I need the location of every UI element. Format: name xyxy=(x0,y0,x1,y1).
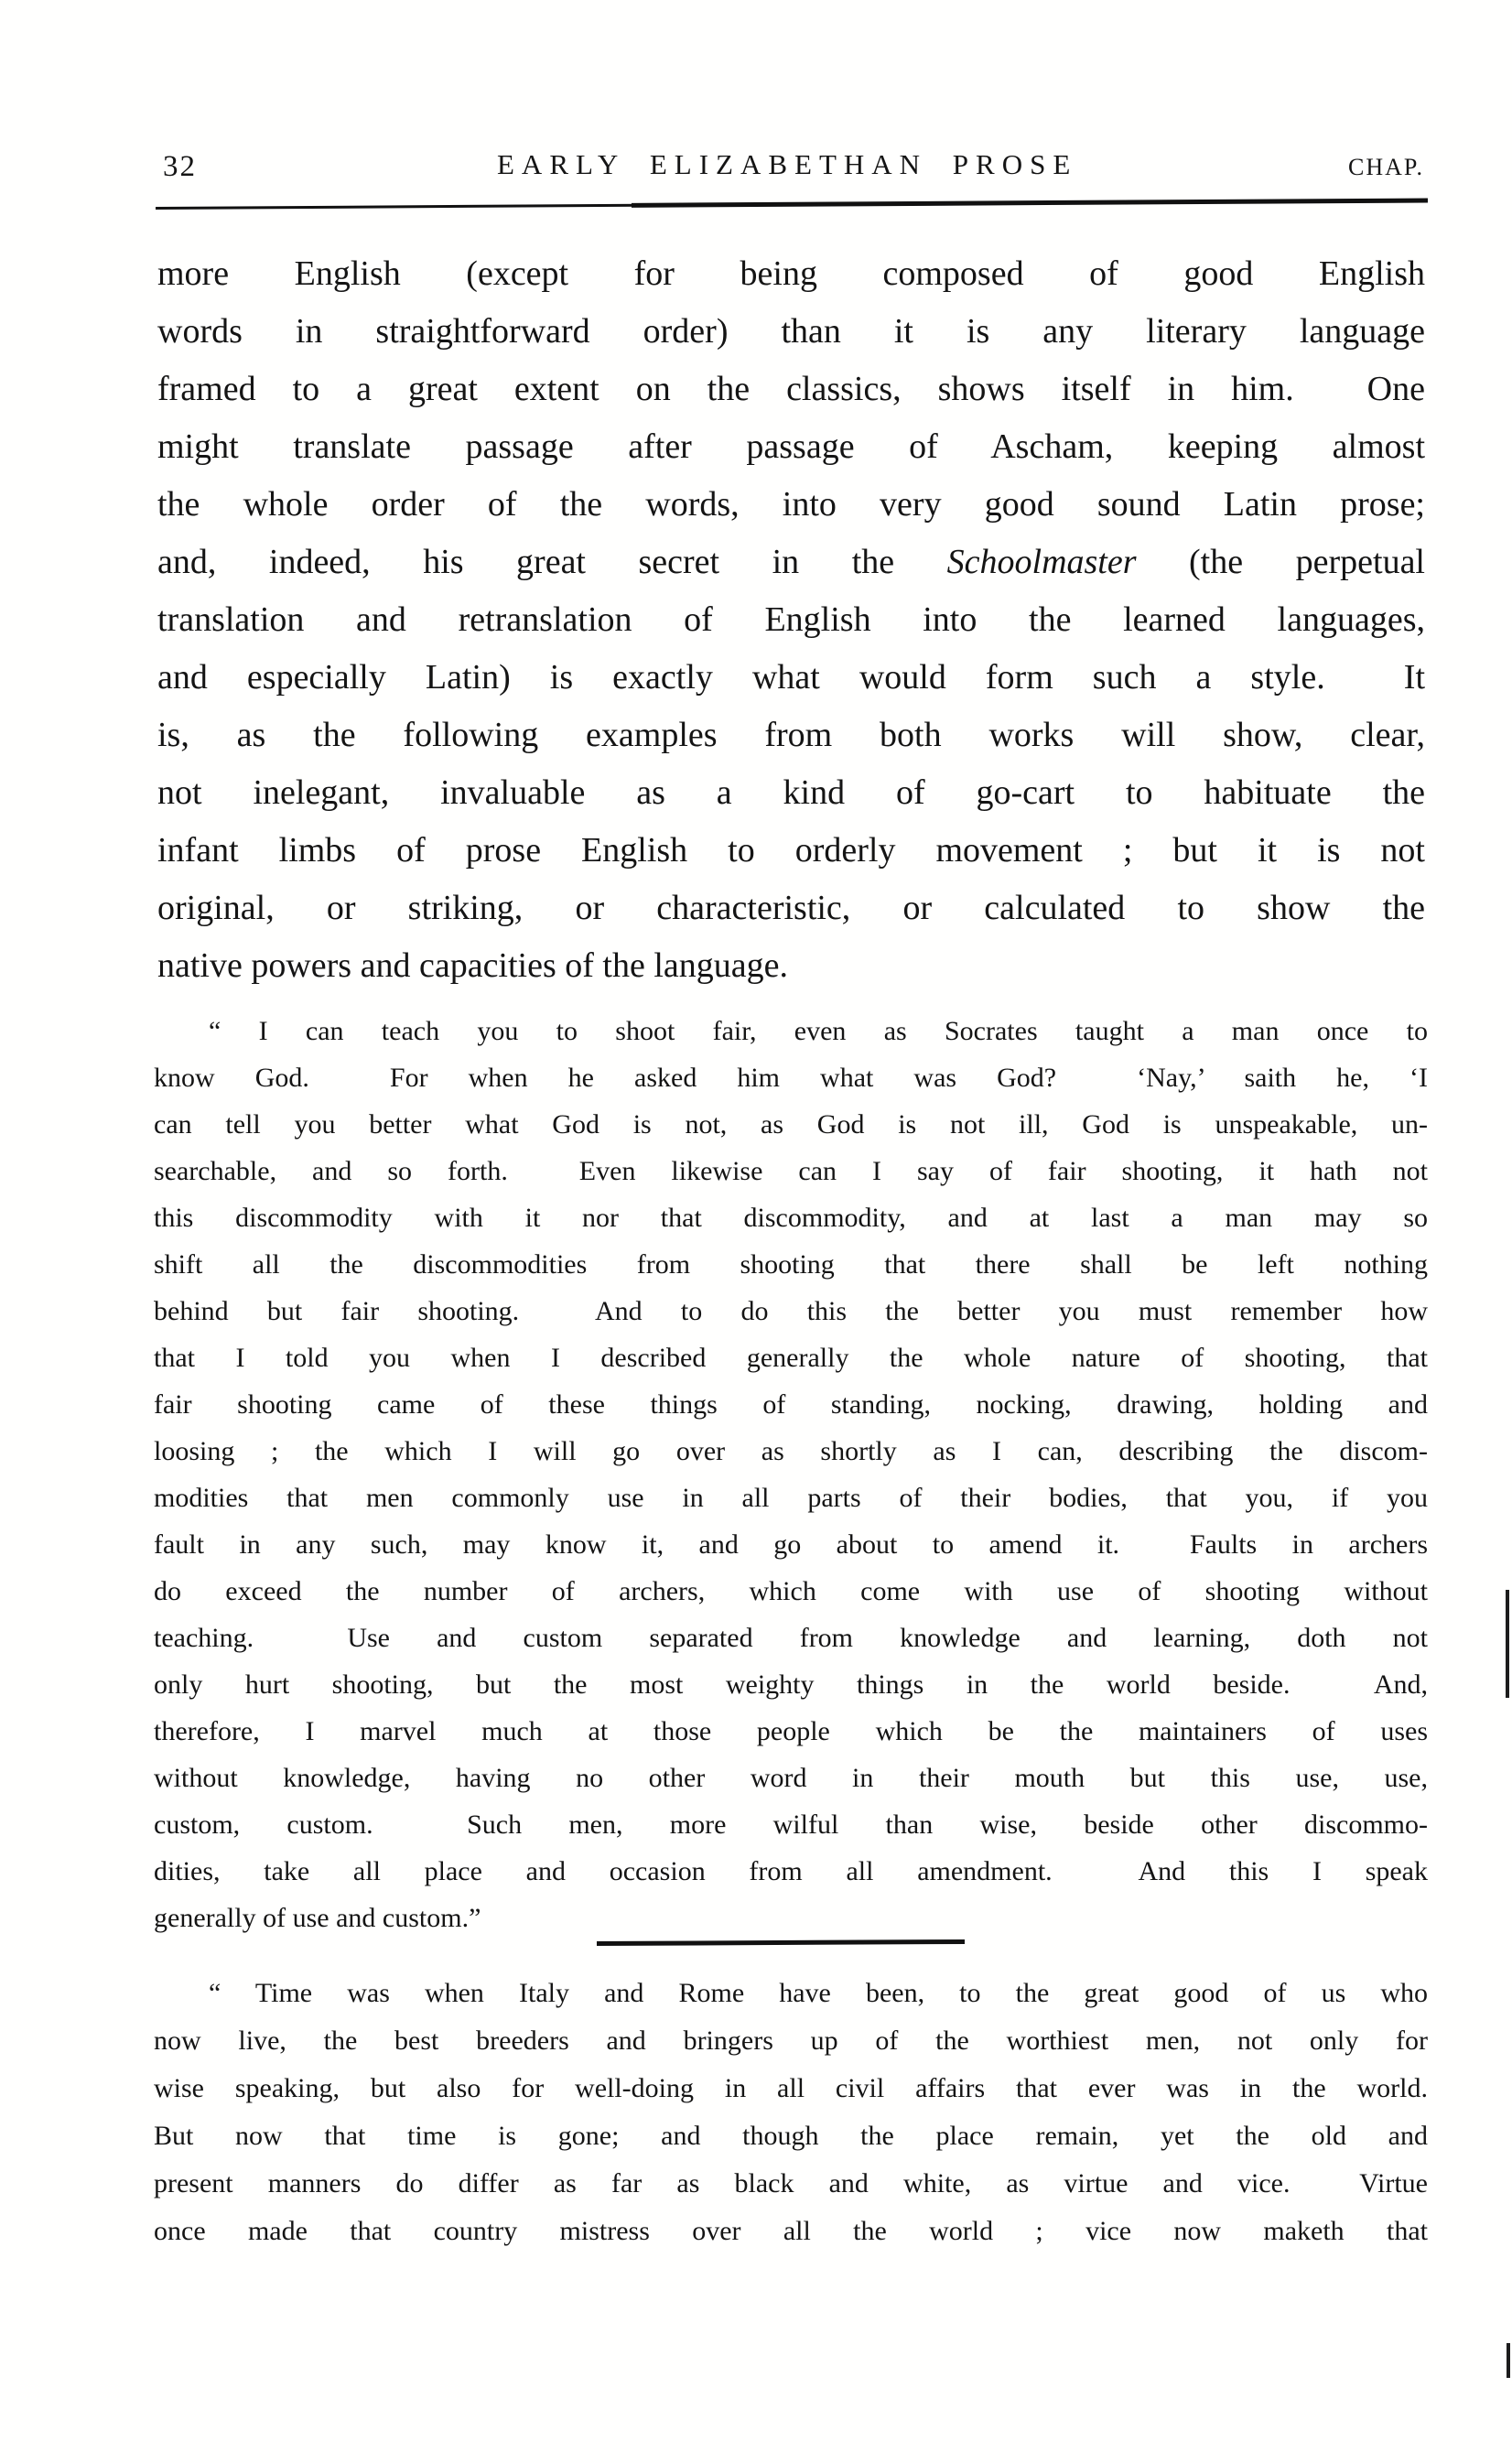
text-line: once made that country mistress over all the world ; vice now maketh that xyxy=(154,2216,1428,2246)
text-line: behind but fair shooting. And to do this the better you must remember how xyxy=(154,1296,1428,1326)
main-paragraph xyxy=(157,245,1425,995)
text-line: “ Time was when Italy and Rome have been, to the great good of us who xyxy=(209,1978,1428,2008)
text-line: therefore, I marvel much at those people which be the maintainers of uses xyxy=(154,1716,1428,1746)
header-rule xyxy=(156,200,1428,210)
text-line: more English (except for being composed of good English xyxy=(157,254,1425,293)
text-line: shift all the discommodities from shooting that there shall be left nothing xyxy=(154,1249,1428,1280)
quote-block-2 xyxy=(154,1970,1428,2255)
text-line: searchable, and so forth. Even likewise can I say of fair shooting, it hath not xyxy=(154,1156,1428,1186)
text-line: original, or striking, or characteristic, or calculated to show the xyxy=(157,889,1425,927)
text-line: modities that men commonly use in all parts of their bodies, that you, if you xyxy=(154,1483,1428,1513)
text-line: do exceed the number of archers, which come with use of shooting without xyxy=(154,1576,1428,1606)
text-line: native powers and capacities of the language. xyxy=(157,946,788,985)
text-line: teaching. Use and custom separated from knowledge and learning, doth not xyxy=(154,1623,1428,1653)
scan-artifact-mark xyxy=(1507,2343,1510,2378)
chapter-label: CHAP. xyxy=(1348,154,1424,180)
text-line: generally of use and custom.” xyxy=(154,1903,481,1933)
text-line: can tell you better what God is not, as God is not ill, God is unspeakable, un- xyxy=(154,1109,1428,1140)
text-line: this discommodity with it nor that discommodity, and at last a man may so xyxy=(154,1203,1428,1233)
text-line: without knowledge, having no other word in their mouth but this use, use, xyxy=(154,1763,1428,1793)
text-line: words in straightforward order) than it is any literary language xyxy=(157,312,1425,351)
text-line: might translate passage after passage of Ascham, keeping almost xyxy=(157,427,1425,466)
text-line: fault in any such, may know it, and go about to amend it. Faults in archers xyxy=(154,1529,1428,1560)
text-line: fair shooting came of these things of standing, nocking, drawing, holding and xyxy=(154,1389,1428,1420)
text-line: loosing ; the which I will go over as shortly as I can, describing the discom- xyxy=(154,1436,1428,1466)
page-number: 32 xyxy=(163,150,197,183)
text-line: present manners do differ as far as black and white, as virtue and vice. Virtue xyxy=(154,2168,1428,2198)
text-line: and, indeed, his great secret in the Schoolmaster (the perpetual xyxy=(157,543,1425,581)
scan-artifact-mark xyxy=(1506,1590,1509,1698)
quote-divider xyxy=(597,1939,965,1946)
text-line: is, as the following examples from both works will show, clear, xyxy=(157,716,1425,754)
text-line: the whole order of the words, into very good sound Latin prose; xyxy=(157,485,1425,524)
text-line: and especially Latin) is exactly what would form such a style. It xyxy=(157,658,1425,697)
text-line: translation and retranslation of English into the learned languages, xyxy=(157,600,1425,639)
text-line: infant limbs of prose English to orderly movement ; but it is not xyxy=(157,831,1425,870)
text-line: now live, the best breeders and bringers up of the worthiest men, not only for xyxy=(154,2025,1428,2056)
text-line: custom, custom. Such men, more wilful than wise, beside other discommo- xyxy=(154,1809,1428,1840)
text-line: wise speaking, but also for well-doing in all civil affairs that ever was in the world. xyxy=(154,2073,1428,2103)
text-line: know God. For when he asked him what was God? ‘Nay,’ saith he, ‘I xyxy=(154,1063,1428,1093)
text-line: “ I can teach you to shoot fair, even as Socrates taught a man once to xyxy=(209,1016,1428,1046)
text-line: that I told you when I described generally the whole nature of shooting, that xyxy=(154,1343,1428,1373)
text-line: But now that time is gone; and though the place remain, yet the old and xyxy=(154,2121,1428,2151)
text-line: only hurt shooting, but the most weighty things in the world beside. And, xyxy=(154,1669,1428,1700)
text-line: framed to a great extent on the classics, shows itself in him. One xyxy=(157,370,1425,408)
text-line: not inelegant, invaluable as a kind of go-cart to habituate the xyxy=(157,773,1425,812)
text-line: dities, take all place and occasion from all amendment. And this I speak xyxy=(154,1856,1428,1886)
running-title: EARLY ELIZABETHAN PROSE xyxy=(497,148,1078,180)
quote-block-1 xyxy=(154,1008,1428,1941)
